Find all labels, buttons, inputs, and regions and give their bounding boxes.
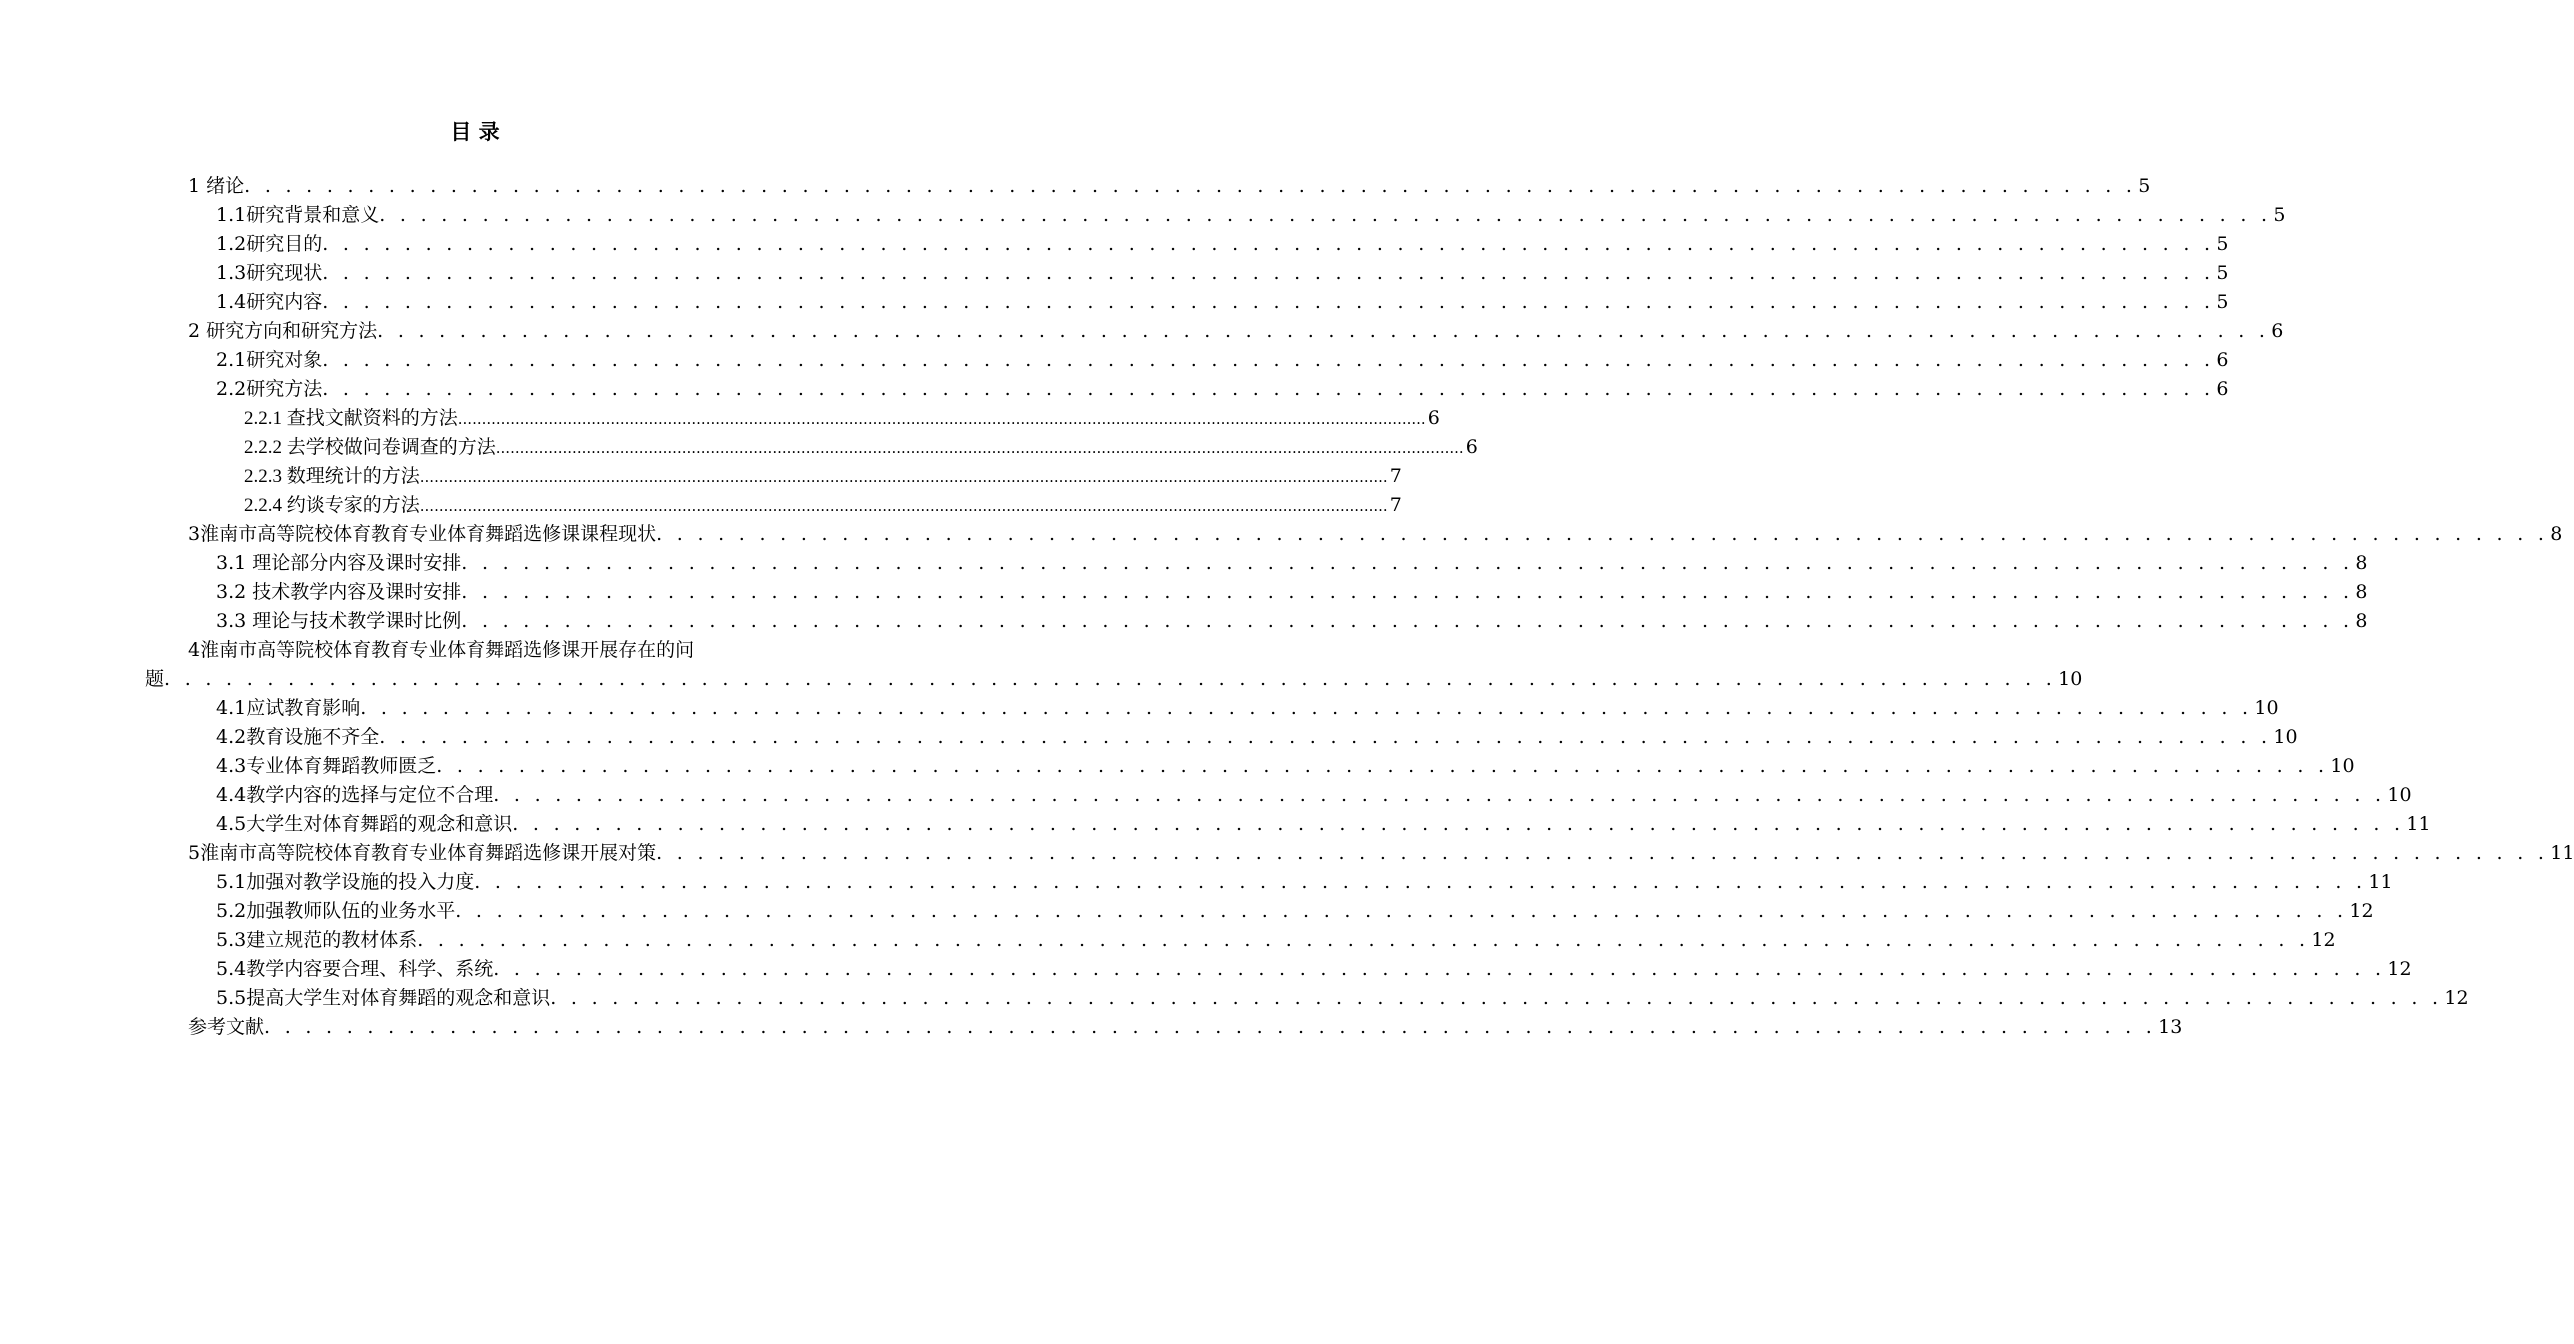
- toc-entry[interactable]: [216, 897, 2374, 925]
- toc-entry[interactable]: [216, 578, 2368, 606]
- toc-leader: . . . . . . . . . . . . . . . . . . . . . . . . . . . . . . . . . . . . . . . . . . . . . . . . . . . . . . . . . . . . . . . . . . . . . . . . . . . . . . . . . . . . . . . . . . . .: [656, 523, 2549, 545]
- toc-label: 4.3专业体育舞蹈教师匮乏: [216, 755, 437, 777]
- toc-page-number: 8: [2355, 610, 2368, 632]
- toc-page-number: 10: [2273, 726, 2298, 748]
- toc-entry[interactable]: [216, 752, 2355, 780]
- toc-entry[interactable]: [216, 375, 2229, 403]
- toc-leader: . . . . . . . . . . . . . . . . . . . . . . . . . . . . . . . . . . . . . . . . . . . . . . . . . . . . . . . . . . . . . . . . . . . . . . . . . . . . . . . . . . . . . . . . . . . .: [322, 233, 2215, 255]
- toc-label: 2 研究方向和研究方法: [188, 320, 378, 342]
- toc-leader: . . . . . . . . . . . . . . . . . . . . . . . . . . . . . . . . . . . . . . . . . . . . . . . . . . . . . . . . . . . . . . . . . . . . . . . . . . . . . . . . . . . . . . . . . . . .: [379, 726, 2272, 748]
- toc-label: 3淮南市高等院校体育教育专业体育舞蹈选修课课程现状: [188, 523, 657, 545]
- toc-page-number: 11: [2550, 842, 2574, 864]
- toc-entry[interactable]: [244, 404, 1440, 432]
- toc-entry[interactable]: [216, 201, 2286, 229]
- toc-entry[interactable]: [244, 491, 1402, 519]
- toc-leader: . . . . . . . . . . . . . . . . . . . . . . . . . . . . . . . . . . . . . . . . . . . . . . . . . . . . . . . . . . . . . . . . . . . . . . . . . . . . . . . . . . . . . . . . . . . .: [656, 842, 2549, 864]
- toc-leader: . . . . . . . . . . . . . . . . . . . . . . . . . . . . . . . . . . . . . . . . . . . . . . . . . . . . . . . . . . . . . . . . . . . . . . . . . . . . . . . . . . . . . . . . . . . .: [164, 668, 2057, 690]
- toc-page-number: 6: [2216, 349, 2229, 371]
- toc-label: 3.3 理论与技术教学课时比例: [216, 610, 462, 632]
- toc-entry[interactable]: [244, 433, 1478, 461]
- toc-label: 5.2加强教师队伍的业务水平: [216, 900, 456, 922]
- toc-entry[interactable]: [216, 955, 2412, 983]
- toc-label: 1.2研究目的: [216, 233, 323, 255]
- toc-leader: . . . . . . . . . . . . . . . . . . . . . . . . . . . . . . . . . . . . . . . . . . . . . . . . . . . . . . . . . . . . . . . . . . . . . . . . . . . . . . . . . . . . . . . . . . . .: [379, 204, 2272, 226]
- toc-page-number: 6: [1427, 407, 1440, 429]
- toc-page-number: 8: [2355, 552, 2368, 574]
- toc-label: 1 绪论: [188, 175, 245, 197]
- toc-leader: . . . . . . . . . . . . . . . . . . . . . . . . . . . . . . . . . . . . . . . . . . . . . . . . . . . . . . . . . . . . . . . . . . . . . . . . . . . . . . . . . . . . . . . . . . . .: [417, 929, 2310, 951]
- toc-leader: . . . . . . . . . . . . . . . . . . . . . . . . . . . . . . . . . . . . . . . . . . . . . . . . . . . . . . . . . . . . . . . . . . . . . . . . . . . . . . . . . . . . . . . . . . . .: [436, 755, 2329, 777]
- toc-page-number: 6: [2271, 320, 2284, 342]
- toc-label: 4.2教育设施不齐全: [216, 726, 380, 748]
- toc-entry[interactable]: [188, 520, 2563, 548]
- toc-entry[interactable]: [216, 346, 2229, 374]
- toc-leader: . . . . . . . . . . . . . . . . . . . . . . . . . . . . . . . . . . . . . . . . . . . . . . . . . . . . . . . . . . . . . . . . . . . . . . . . . . . . . . . . . . . . . . . . . . . .: [360, 697, 2253, 719]
- toc-label: 4.5大学生对体育舞蹈的观念和意识: [216, 813, 513, 835]
- toc-entry[interactable]: [244, 462, 1402, 490]
- toc-page-number: 7: [1389, 494, 1402, 516]
- toc-leader: ...........................................................................................................................................................................................................: [419, 497, 1388, 515]
- toc-entry[interactable]: [216, 694, 2279, 722]
- toc-entry[interactable]: [216, 259, 2229, 287]
- toc-page-number: 12: [2349, 900, 2374, 922]
- toc-label: 4.1应试教育影响: [216, 697, 361, 719]
- toc-leader: . . . . . . . . . . . . . . . . . . . . . . . . . . . . . . . . . . . . . . . . . . . . . . . . . . . . . . . . . . . . . . . . . . . . . . . . . . . . . . . . . . . . . . . . . . . .: [322, 262, 2215, 284]
- toc-label: 5.1加强对教学设施的投入力度: [216, 871, 475, 893]
- toc-page-number: 5: [2273, 204, 2286, 226]
- toc-label: 3.1 理论部分内容及课时安排: [216, 552, 462, 574]
- toc-page-number: 12: [2311, 929, 2336, 951]
- toc-leader: . . . . . . . . . . . . . . . . . . . . . . . . . . . . . . . . . . . . . . . . . . . . . . . . . . . . . . . . . . . . . . . . . . . . . . . . . . . . . . . . . . . . . . . . . . . .: [461, 610, 2354, 632]
- toc-label: 题: [145, 668, 165, 690]
- toc-label-line1[interactable]: 4淮南市高等院校体育教育专业体育舞蹈选修课开展存在的问: [188, 639, 695, 661]
- toc-leader: ...........................................................................................................................................................................................................: [457, 410, 1426, 428]
- toc-label: 5.4教学内容要合理、科学、系统: [216, 958, 494, 980]
- toc-page-number: 5: [2216, 291, 2229, 313]
- toc-label: 5.5提高大学生对体育舞蹈的观念和意识: [216, 987, 551, 1009]
- toc-page-number: 10: [2254, 697, 2279, 719]
- toc-entry[interactable]: [188, 172, 2151, 200]
- toc-page-number: 5: [2138, 175, 2151, 197]
- toc-leader: . . . . . . . . . . . . . . . . . . . . . . . . . . . . . . . . . . . . . . . . . . . . . . . . . . . . . . . . . . . . . . . . . . . . . . . . . . . . . . . . . . . . . . . . . . . .: [461, 552, 2354, 574]
- toc-label: 2.2.1 查找文献资料的方法: [244, 408, 458, 429]
- toc-label: 2.1研究对象: [216, 349, 323, 371]
- toc-entry[interactable]: [188, 1013, 2183, 1041]
- toc-leader: . . . . . . . . . . . . . . . . . . . . . . . . . . . . . . . . . . . . . . . . . . . . . . . . . . . . . . . . . . . . . . . . . . . . . . . . . . . . . . . . . . . . . . . . . . . .: [322, 291, 2215, 313]
- toc-entry[interactable]: [188, 839, 2574, 867]
- toc-page-number: 11: [2406, 813, 2431, 835]
- toc-entry[interactable]: [216, 868, 2393, 896]
- toc-label: 5.3建立规范的教材体系: [216, 929, 418, 951]
- toc-entry[interactable]: [216, 926, 2336, 954]
- toc-entry[interactable]: [188, 317, 2284, 345]
- toc-label: 参考文献: [188, 1016, 265, 1038]
- toc-label: 2.2.4 约谈专家的方法: [244, 495, 420, 516]
- toc-leader: . . . . . . . . . . . . . . . . . . . . . . . . . . . . . . . . . . . . . . . . . . . . . . . . . . . . . . . . . . . . . . . . . . . . . . . . . . . . . . . . . . . . . . . . . . . .: [244, 175, 2137, 197]
- toc-page-number: 12: [2444, 987, 2469, 1009]
- toc-label: 5淮南市高等院校体育教育专业体育舞蹈选修课开展对策: [188, 842, 657, 864]
- toc-leader: . . . . . . . . . . . . . . . . . . . . . . . . . . . . . . . . . . . . . . . . . . . . . . . . . . . . . . . . . . . . . . . . . . . . . . . . . . . . . . . . . . . . . . . . . . . .: [474, 871, 2367, 893]
- toc-page-number: 5: [2216, 262, 2229, 284]
- toc-label: 1.3研究现状: [216, 262, 323, 284]
- toc-page-number: 6: [1465, 436, 1478, 458]
- toc-leader: . . . . . . . . . . . . . . . . . . . . . . . . . . . . . . . . . . . . . . . . . . . . . . . . . . . . . . . . . . . . . . . . . . . . . . . . . . . . . . . . . . . . . . . . . . . .: [461, 581, 2354, 603]
- toc-label: 1.4研究内容: [216, 291, 323, 313]
- toc-page-number: 7: [1389, 465, 1402, 487]
- toc-label: 2.2.3 数理统计的方法: [244, 466, 420, 487]
- toc-leader: . . . . . . . . . . . . . . . . . . . . . . . . . . . . . . . . . . . . . . . . . . . . . . . . . . . . . . . . . . . . . . . . . . . . . . . . . . . . . . . . . . . . . . . . . . . .: [377, 320, 2270, 342]
- toc-label: 2.2.2 去学校做问卷调查的方法: [244, 437, 496, 458]
- toc-label: 3.2 技术教学内容及课时安排: [216, 581, 462, 603]
- toc-label: 4.4教学内容的选择与定位不合理: [216, 784, 494, 806]
- toc-page-number: 5: [2216, 233, 2229, 255]
- toc-page-number: 11: [2368, 871, 2393, 893]
- toc-page-number: 8: [2550, 523, 2563, 545]
- toc-leader: . . . . . . . . . . . . . . . . . . . . . . . . . . . . . . . . . . . . . . . . . . . . . . . . . . . . . . . . . . . . . . . . . . . . . . . . . . . . . . . . . . . . . . . . . . . .: [550, 987, 2443, 1009]
- toc-label: 2.2研究方法: [216, 378, 323, 400]
- toc-leader: . . . . . . . . . . . . . . . . . . . . . . . . . . . . . . . . . . . . . . . . . . . . . . . . . . . . . . . . . . . . . . . . . . . . . . . . . . . . . . . . . . . . . . . . . . . .: [264, 1016, 2157, 1038]
- toc-leader: . . . . . . . . . . . . . . . . . . . . . . . . . . . . . . . . . . . . . . . . . . . . . . . . . . . . . . . . . . . . . . . . . . . . . . . . . . . . . . . . . . . . . . . . . . . .: [512, 813, 2405, 835]
- toc-leader: . . . . . . . . . . . . . . . . . . . . . . . . . . . . . . . . . . . . . . . . . . . . . . . . . . . . . . . . . . . . . . . . . . . . . . . . . . . . . . . . . . . . . . . . . . . .: [493, 958, 2386, 980]
- toc-entry[interactable]: [145, 665, 2083, 693]
- toc-page-number: 10: [2058, 668, 2083, 690]
- toc-page-number: 10: [2330, 755, 2355, 777]
- toc-page-number: 8: [2355, 581, 2368, 603]
- toc-page-number: 6: [2216, 378, 2229, 400]
- toc-entry[interactable]: [216, 607, 2368, 635]
- toc-leader: . . . . . . . . . . . . . . . . . . . . . . . . . . . . . . . . . . . . . . . . . . . . . . . . . . . . . . . . . . . . . . . . . . . . . . . . . . . . . . . . . . . . . . . . . . . .: [322, 349, 2215, 371]
- toc-entry[interactable]: [216, 723, 2298, 751]
- toc-leader: ...........................................................................................................................................................................................................: [495, 439, 1464, 457]
- toc-leader: . . . . . . . . . . . . . . . . . . . . . . . . . . . . . . . . . . . . . . . . . . . . . . . . . . . . . . . . . . . . . . . . . . . . . . . . . . . . . . . . . . . . . . . . . . . .: [455, 900, 2348, 922]
- toc-entry[interactable]: [216, 781, 2412, 809]
- toc-page-number: 10: [2387, 784, 2412, 806]
- toc-entry[interactable]: [216, 230, 2229, 258]
- toc-label: 1.1研究背景和意义: [216, 204, 380, 226]
- toc-leader: . . . . . . . . . . . . . . . . . . . . . . . . . . . . . . . . . . . . . . . . . . . . . . . . . . . . . . . . . . . . . . . . . . . . . . . . . . . . . . . . . . . . . . . . . . . .: [322, 378, 2215, 400]
- toc-entry[interactable]: [216, 549, 2368, 577]
- toc-page-number: 13: [2158, 1016, 2183, 1038]
- toc-entry[interactable]: [216, 810, 2431, 838]
- page-title: 目 录: [450, 119, 500, 144]
- toc-leader: ...........................................................................................................................................................................................................: [419, 468, 1388, 486]
- toc-entry[interactable]: [216, 984, 2469, 1012]
- toc-entry[interactable]: [216, 288, 2229, 316]
- toc-leader: . . . . . . . . . . . . . . . . . . . . . . . . . . . . . . . . . . . . . . . . . . . . . . . . . . . . . . . . . . . . . . . . . . . . . . . . . . . . . . . . . . . . . . . . . . . .: [493, 784, 2386, 806]
- toc-page-number: 12: [2387, 958, 2412, 980]
